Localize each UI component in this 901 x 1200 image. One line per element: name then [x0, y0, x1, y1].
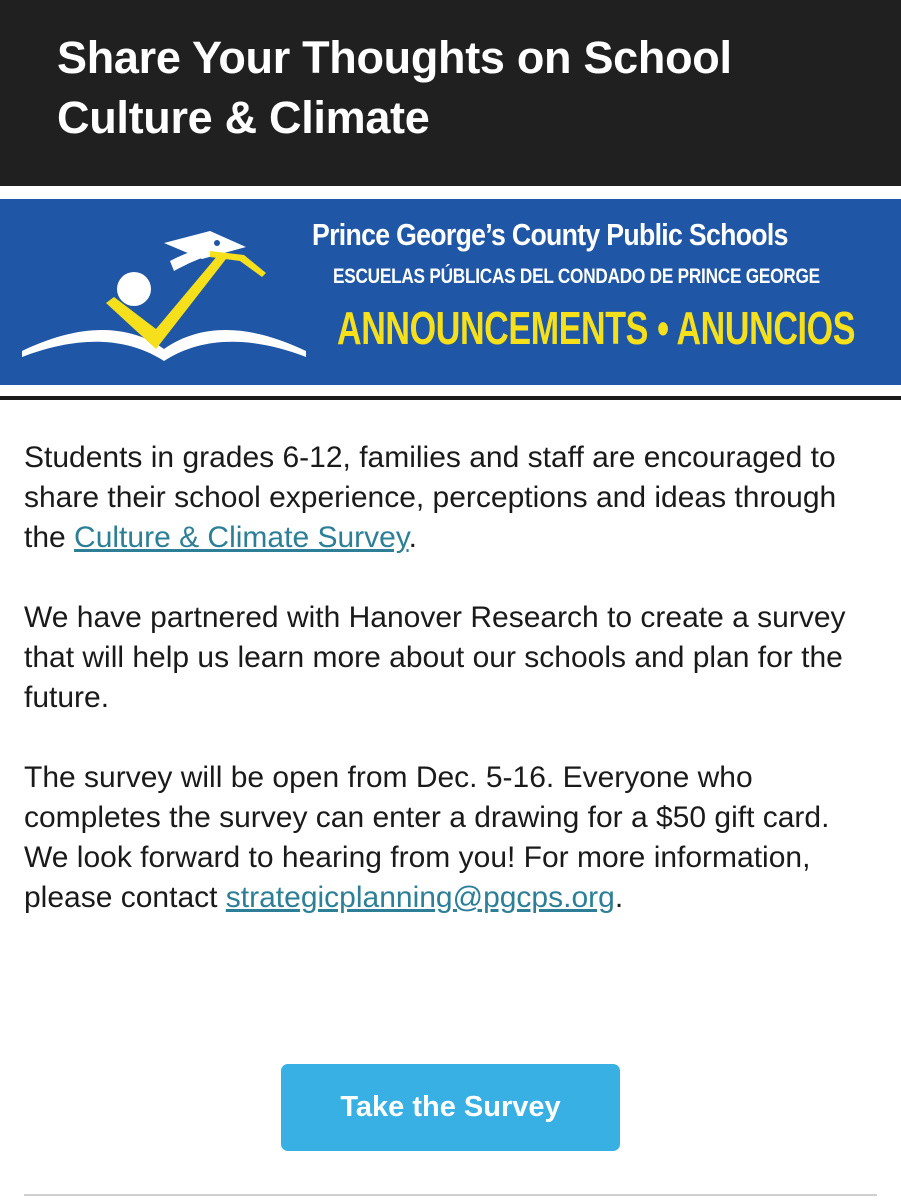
announcements-label: ANNOUNCEMENTS • ANUNCIOS — [337, 302, 856, 354]
paragraph-details — [24, 758, 874, 918]
paragraph-details-text: The survey will be open from Dec. 5-16. Everyone who completes the survey can enter a drawing for a $50 gift card. We look forward to hearing from you! For more information, please contact — [24, 761, 830, 914]
survey-link[interactable]: Culture & Climate Survey — [74, 521, 409, 554]
paragraph-details-end: . — [614, 881, 624, 914]
announcement-banner — [0, 195, 901, 385]
district-name: Prince George’s County Public Schools — [312, 217, 788, 252]
contact-email-link[interactable]: strategicplanning@pgcps.org — [225, 881, 615, 914]
district-name-spanish: ESCUELAS PÚBLICAS DEL CONDADO DE PRINCE GEORGE — [333, 265, 820, 288]
page-title: Share Your Thoughts on School Culture & Climate — [57, 32, 732, 143]
paragraph-partnership: We have partnered with Hanover Research to create a survey that will help us learn more about our schools and plan for the future. — [24, 601, 846, 714]
bottom-divider — [24, 1194, 877, 1196]
announcement-body — [24, 438, 874, 958]
paragraph-intro — [24, 438, 874, 558]
paragraph-intro-end: . — [408, 521, 417, 554]
graduate-check-book-icon — [14, 221, 314, 366]
divider — [0, 396, 901, 400]
take-survey-button[interactable]: Take the Survey — [281, 1064, 620, 1151]
paragraph-intro-text: Students in grades 6-12, families and staff are encouraged to share their school experience, perceptions and ideas through the — [24, 441, 837, 554]
header-bar — [0, 0, 901, 186]
